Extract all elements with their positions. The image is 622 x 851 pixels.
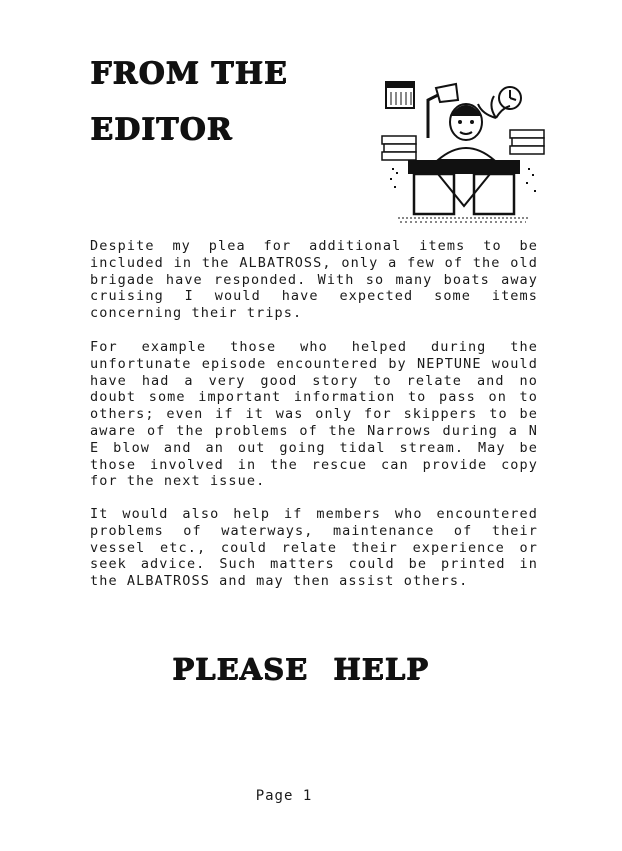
page-number: Page 1 <box>255 788 313 804</box>
editor-at-desk-icon <box>378 78 548 226</box>
paragraph-2: For example those who helped during the unfortunate episode encountered by NEPTUNE would have had a very good story to relate and no doubt some important information to pass on to others; even if it was only for skippers to be aware of the problems of the Narrows during a N E blow and an out going tidal stream. May be those involved in the rescue can provide copy for the next issue. <box>90 339 538 490</box>
title-line-2: EDITOR <box>90 112 233 147</box>
title-line-1: FROM THE <box>90 56 288 91</box>
paragraph-1: Despite my plea for additional items to be included in the ALBATROSS, only a few of the old brigade have responded. With so many boats away cruising I would have expected some items concerning their trips. <box>90 238 538 322</box>
paragraph-3: It would also help if members who encountered problems of waterways, maintenance of their vessel etc., could relate their experience or seek advice. Such matters could be printed in the ALBATROSS and may then assist others. <box>90 506 538 590</box>
please-help-heading: PLEASE HELP <box>172 652 429 686</box>
